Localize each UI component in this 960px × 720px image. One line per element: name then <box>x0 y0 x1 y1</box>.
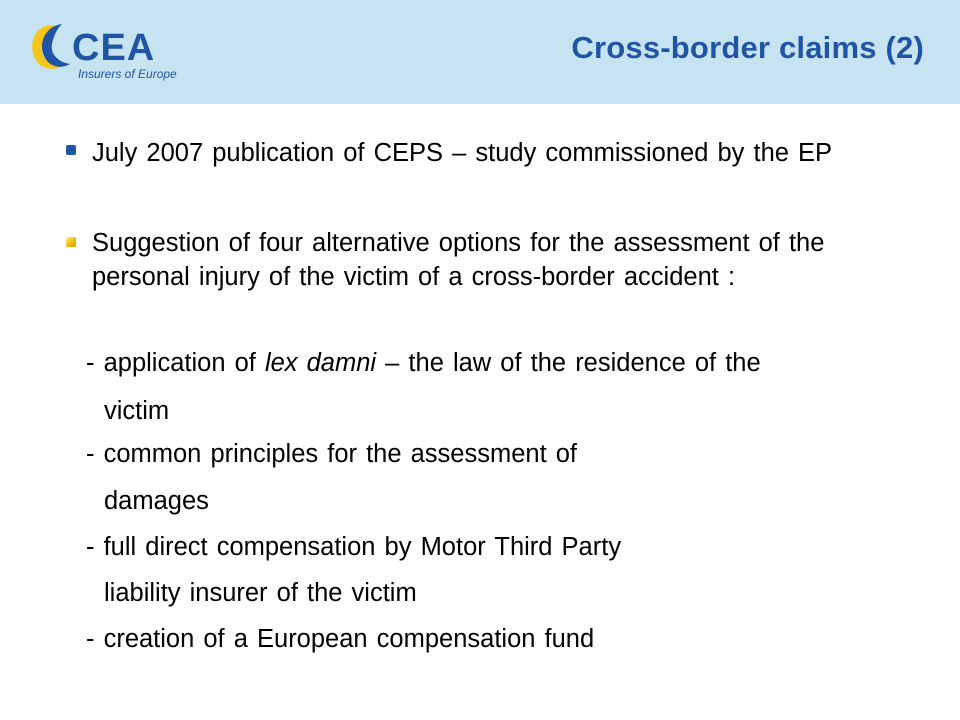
logo-tagline: Insurers of Europe <box>78 67 177 81</box>
option-compensation-fund: - creation of a European compensation fund <box>86 625 595 653</box>
option-common-principles-continued: damages <box>104 487 209 515</box>
bullet-marker-blue <box>66 145 76 155</box>
header-band <box>0 0 960 104</box>
cea-logo-graphic <box>22 14 222 88</box>
bullet-item-ceps-study: July 2007 publication of CEPS – study commissioned by the EP <box>92 139 833 167</box>
option-direct-compensation-continued: liability insurer of the victim <box>104 579 417 607</box>
option-lex-damni-continued: victim <box>104 397 170 425</box>
slide-title: Cross-border claims (2) <box>571 30 924 65</box>
option-lex-damni <box>86 346 761 380</box>
bullet-marker-yellow <box>66 237 76 247</box>
option-direct-compensation: - full direct compensation by Motor Third Party <box>86 533 622 561</box>
option-common-principles: - common principles for the assessment of <box>86 440 578 468</box>
option-lex-damni-prefix: - application of <box>86 349 265 377</box>
bullet-item-four-options: Suggestion of four alternative options for the assessment of the personal injury of the victim of a cross-border accident : <box>92 229 825 291</box>
option-lex-damni-suffix: – the law of the residence of the <box>376 349 761 377</box>
cea-logo <box>22 14 222 88</box>
option-lex-damni-term: lex damni <box>264 349 377 377</box>
logo-brand: CEA <box>72 27 156 69</box>
